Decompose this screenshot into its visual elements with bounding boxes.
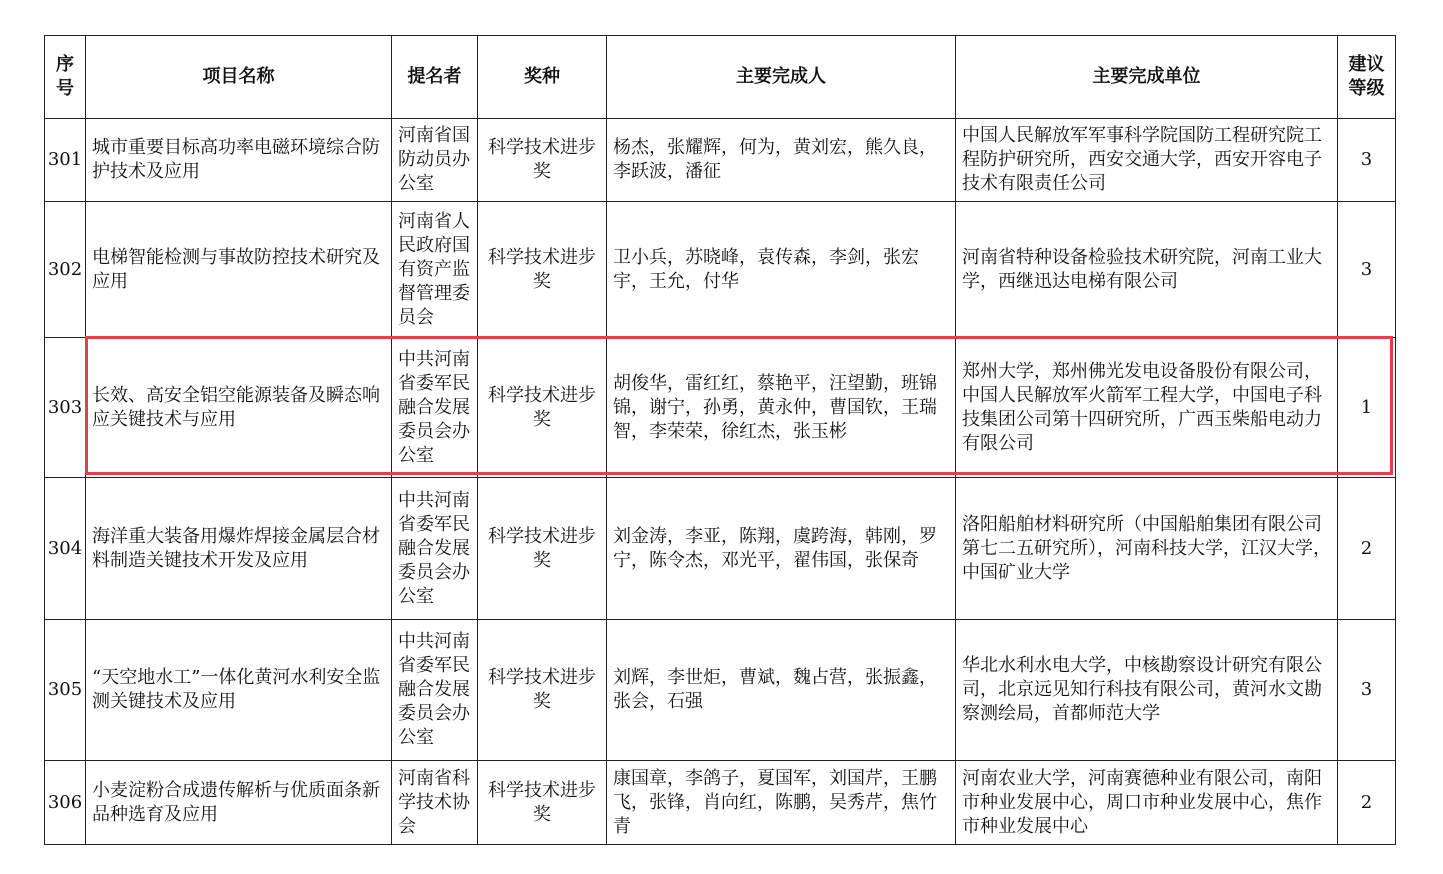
header-main-persons: 主要完成人: [607, 36, 956, 119]
row-award-type: 科学技术进步奖: [478, 761, 607, 845]
row-main-persons: 胡俊华，雷红红，蔡艳平，汪望勤，班锦锦，谢宁，孙勇，黄永仲，曹国钦，王瑞智，李荣荣，徐红杰，张玉彬: [607, 338, 956, 478]
row-award-type: 科学技术进步奖: [478, 202, 607, 338]
row-seq: 303: [45, 338, 86, 478]
row-main-units: 中国人民解放军军事科学院国防工程研究院工程防护研究所，西安交通大学，西安开容电子技术有限责任公司: [956, 119, 1338, 202]
table-row: [45, 478, 1396, 620]
row-main-persons: 卫小兵，苏晓峰，袁传森，李剑，张宏宇，王允，付华: [607, 202, 956, 338]
table-row: [45, 761, 1396, 845]
row-award-type: 科学技术进步奖: [478, 620, 607, 761]
row-suggested-level: 3: [1338, 202, 1396, 338]
row-nominator: 河南省国防动员办公室: [392, 119, 478, 202]
row-main-persons: 康国章，李鸽子，夏国军，刘国芹，王鹏飞，张锋，肖向红，陈鹏，吴秀芹，焦竹青: [607, 761, 956, 845]
row-main-persons: 刘辉，李世炬，曹斌，魏占营，张振鑫，张会，石强: [607, 620, 956, 761]
row-project-name: 小麦淀粉合成遗传解析与优质面条新品种选育及应用: [86, 761, 392, 845]
row-nominator: 中共河南省委军民融合发展委员会办公室: [392, 478, 478, 620]
row-seq: 306: [45, 761, 86, 845]
row-main-units: 郑州大学，郑州佛光发电设备股份有限公司，中国人民解放军火箭军工程大学，中国电子科技集团公司第十四研究所，广西玉柴船电动力有限公司: [956, 338, 1338, 478]
row-seq: 304: [45, 478, 86, 620]
row-nominator: 河南省科学技术协会: [392, 761, 478, 845]
header-seq: 序号: [45, 36, 86, 119]
row-nominator: 中共河南省委军民融合发展委员会办公室: [392, 620, 478, 761]
row-project-name: “天空地水工”一体化黄河水利安全监测关键技术及应用: [86, 620, 392, 761]
row-suggested-level: 1: [1338, 338, 1396, 478]
row-project-name: 城市重要目标高功率电磁环境综合防护技术及应用: [86, 119, 392, 202]
row-award-type: 科学技术进步奖: [478, 478, 607, 620]
row-project-name: 电梯智能检测与事故防控技术研究及应用: [86, 202, 392, 338]
row-project-name: 海洋重大装备用爆炸焊接金属层合材料制造关键技术开发及应用: [86, 478, 392, 620]
row-main-persons: 杨杰，张耀辉，何为，黄刘宏，熊久良，李跃波，潘征: [607, 119, 956, 202]
row-seq: 302: [45, 202, 86, 338]
row-suggested-level: 3: [1338, 620, 1396, 761]
row-award-type: 科学技术进步奖: [478, 119, 607, 202]
table-row: [45, 338, 1396, 478]
table-row: [45, 202, 1396, 338]
row-suggested-level: 3: [1338, 119, 1396, 202]
row-suggested-level: 2: [1338, 478, 1396, 620]
row-project-name: 长效、高安全铝空能源装备及瞬态响应关键技术与应用: [86, 338, 392, 478]
row-main-units: 河南农业大学，河南赛德种业有限公司，南阳市种业发展中心，周口市种业发展中心，焦作市种业发展中心: [956, 761, 1338, 845]
row-main-units: 河南省特种设备检验技术研究院，河南工业大学，西继迅达电梯有限公司: [956, 202, 1338, 338]
row-nominator: 中共河南省委军民融合发展委员会办公室: [392, 338, 478, 478]
header-row: [45, 36, 1396, 119]
header-main-units: 主要完成单位: [956, 36, 1338, 119]
table-row: [45, 119, 1396, 202]
row-main-persons: 刘金涛，李亚，陈翔，虞跨海，韩刚，罗宁，陈令杰，邓光平，翟伟国，张保奇: [607, 478, 956, 620]
row-seq: 301: [45, 119, 86, 202]
row-seq: 305: [45, 620, 86, 761]
row-main-units: 洛阳船舶材料研究所（中国船舶集团有限公司第七二五研究所），河南科技大学，江汉大学，中国矿业大学: [956, 478, 1338, 620]
row-suggested-level: 2: [1338, 761, 1396, 845]
header-suggested-level: 建议等级: [1338, 36, 1396, 119]
header-nominator: 提名者: [392, 36, 478, 119]
row-award-type: 科学技术进步奖: [478, 338, 607, 478]
header-award-type: 奖种: [478, 36, 607, 119]
row-nominator: 河南省人民政府国有资产监督管理委员会: [392, 202, 478, 338]
header-project-name: 项目名称: [86, 36, 392, 119]
awards-table: [44, 35, 1396, 845]
row-main-units: 华北水利水电大学，中核勘察设计研究有限公司，北京远见知行科技有限公司，黄河水文勘察测绘局，首都师范大学: [956, 620, 1338, 761]
table-row: [45, 620, 1396, 761]
